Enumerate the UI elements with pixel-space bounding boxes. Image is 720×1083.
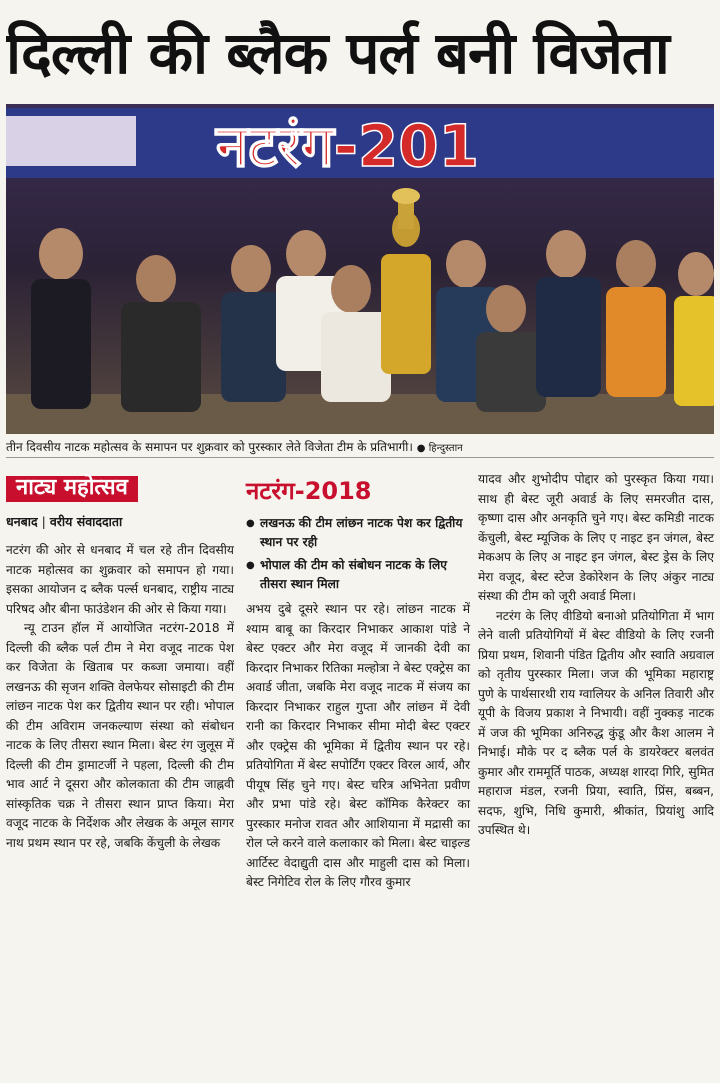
article-paragraph: नटरंग के लिए वीडियो बनाओ प्रतियोगिता में भाग लेने वाली प्रतियोगियों में बेस्ट वीडियो के लिए रजनी प्रिया प्रथम, शिवानी पंडित द्वितीय और स्वाति अग्रवाल को तृतीय पुरस्कार मिला। जज की भूमिका महाराष्ट्र पुणे के पार्थसारथी राय ग्वालियर के अनिल तिवारी और यूपी के विजय प्रकाश ने निभायी। वहीं नुक्कड़ नाटक में जज की भूमिका अनिरुद्ध कुंडू और कैश आलम ने निभाई। मौके पर द ब्लैक पर्ल के डायरेक्टर बलवंत कुमार और राममूर्ति पाठक, अध्यक्ष शारदा गिरि, सुमित महाराज मंडल, रजनी प्रिया, स्वाति, प्रिंस, बब्बन, सदफ, शुभि, निधि कुमारी, श्रीकांत, प्रियांशु आदि उपस्थित थे।	[478, 608, 714, 837]
article-column-2	[246, 476, 470, 893]
headline: दिल्ली की ब्लैक पर्ल बनी विजेता	[6, 19, 669, 87]
article-column-1	[6, 470, 234, 853]
article-paragraph: अभय दुबे दूसरे स्थान पर रहे। लांछन नाटक में श्याम बाबू का किरदार निभाकर आकाश पांडे ने बेस्ट एक्टर और मेरा वजूद में जानकी देवी का किरदार निभाकर रितिका मल्होत्रा ने बेस्ट एक्ट्रेस का अवार्ड जीता, जबकि मेरा वजूद नाटक में संजय का किरदार निभाकर राहुल गुप्ता और लांछन में देवी रानी का किरदार निभाकर सीमा मोदी बेस्ट एक्टर और एक्ट्रेस की भूमिका में द्वितीय स्थान पर रहे। प्रतियोगिता में बेस्ट सपोर्टिंग एक्टर विरल आर्य, और पीयूष सिंह चुने गए। बेस्ट चरित्र अभिनेता प्रवीण और प्रभा पांडे रहे। बेस्ट कॉमिक कैरेक्टर का पुरस्कार मनोज रावत और आशियाना में मद्रासी का रोल प्ले करने वाले कलाकार को मिला। बेस्ट चाइल्ड आर्टिस्ट वेदाद्युती दास और माहुली दास को मिला। बेस्ट निगेटिव रोल के लिए गौरव कुमार	[246, 602, 470, 889]
caption-credit: ● हिन्दुस्तान	[416, 443, 463, 454]
article-paragraph: न्यू टाउन हॉल में आयोजित नटरंग-2018 में दिल्ली की ब्लैक पर्ल टीम ने मेरा वजूद नाटक पेश कर विजेता के खिताब पर कब्जा जमाया। वहीं लखनऊ की सृजन शक्ति वेलफेयर सोसाइटी की टीम लांछन नाटक पेश कर द्वितीय स्थान पर रही। भोपाल की टीम अविराम जनकल्याण संस्था को संबोधन नाटक के लिए तीसरा स्थान मिला। बेस्ट रंग जुलूस में दिल्ली की टीम ड्रामाटर्जी ने पहला, दिल्ली की टीम भाव आर्ट ने दूसरा और कोलकाता की टीम जाह्नवी सांस्कृतिक चक्र ने तीसरा स्थान प्राप्त किया। मेरा वजूद नाटक के निर्देशक और लेखक के अमूल सागर नाथ प्रथम स्थान पर रहे, जबकि केंचुली के लेखक	[6, 621, 234, 850]
banner-logo-panel	[6, 116, 136, 166]
highlight-bullet: ● भोपाल की टीम को संबोधन नाटक के लिए तीसरा स्थान मिला	[246, 556, 470, 594]
byline-reporter: वरीय संवाददाता	[49, 513, 123, 529]
caption-text: तीन दिवसीय नाटक महोत्सव के समापन पर शुक्रवार को पुरस्कार लेते विजेता टीम के प्रतिभागी।	[6, 440, 413, 454]
group-photo	[6, 104, 714, 434]
highlight-bullet: ● लखनऊ की टीम लांछन नाटक पेश कर द्वितीय स्थान पर रही	[246, 514, 470, 552]
article-paragraph: नटरंग की ओर से धनबाद में चल रहे तीन दिवसीय नाटक महोत्सव का शुक्रवार को समापन हो गया। इसका आयोजन द ब्लैक पर्ल्स धनबाद, राष्ट्रीय नाट्य परिषद और बीना फाउंडेशन की ओर से किया गया।	[6, 543, 234, 616]
byline	[6, 512, 234, 532]
group-photo-illustration	[6, 104, 714, 434]
article-paragraph: यादव और शुभोदीप पोद्दार को पुरस्कृत किया गया। साथ ही बेस्ट जूरी अवार्ड के लिए समरजीत दास, कृष्णा दास और अनकृति चुने गए। बेस्ट कमिडी नाटक केंचुली, बेस्ट म्यूजिक के लिए ए नाइट इन जंगल, बेस्ट मेकअप के लिए अ नाइट इन जंगल, बेस्ट ड्रेस के लिए मेरा वजूद, बेस्ट स्टेज डेकोरेशन के लिए अंकुर नाट्य संस्था की टीम को जूरी अवार्ड मिला।	[478, 472, 714, 603]
photo-caption	[6, 437, 714, 458]
article-column-3	[478, 470, 714, 841]
banner-text: नटरंग-201	[216, 112, 479, 180]
byline-place: धनबाद	[6, 513, 38, 529]
byline-separator: |	[41, 513, 46, 529]
section-tag: नाट्य महोत्सव	[6, 476, 138, 502]
sub-head: नटरंग-2018	[246, 477, 372, 505]
